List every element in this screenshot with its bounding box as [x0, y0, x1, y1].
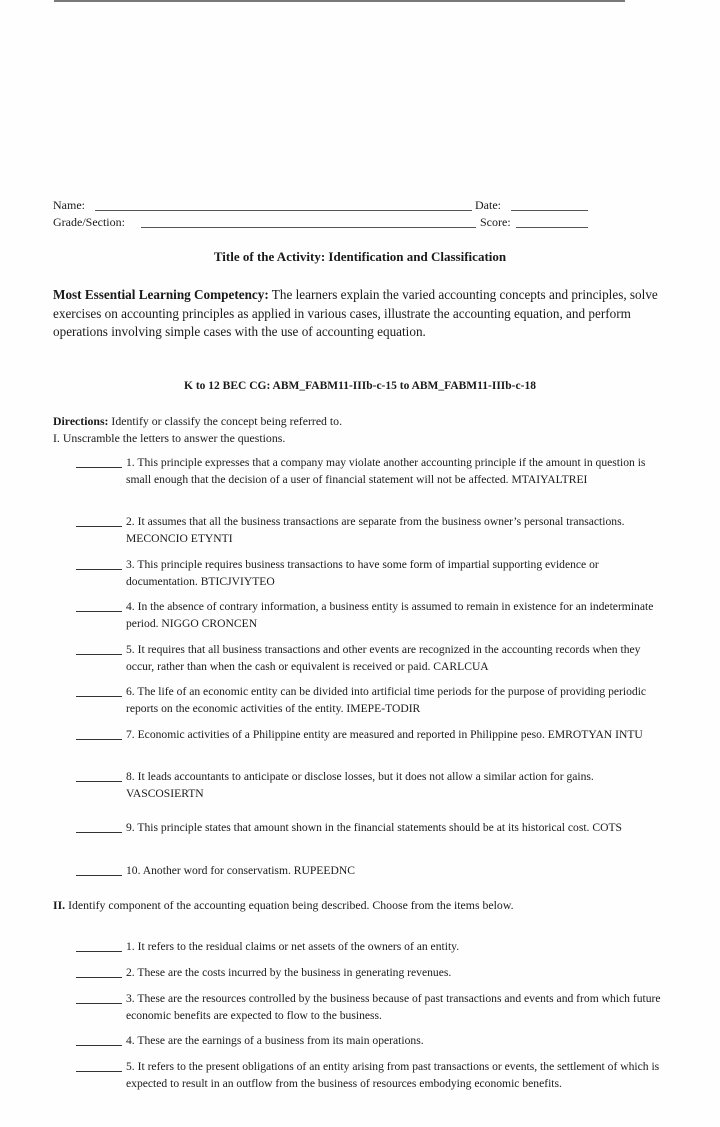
part1-question-7: 7. Economic activities of a Philippine entity are measured and reported in Philippine peso. EMROTYAN INTU	[97, 727, 667, 744]
name-field[interactable]	[95, 210, 472, 211]
directions-text: Identify or classify the concept being referred to.	[108, 414, 343, 428]
answer-blank[interactable]	[76, 455, 122, 468]
activity-title: Title of the Activity: Identification and Classification	[213, 249, 507, 264]
part2-instruction	[53, 898, 514, 913]
part1-question-1: 1. This principle expresses that a company may violate another accounting principle if the amount in question is small enough that the decision of a user of financial statement will not be affected. MTAIYALTREI	[97, 455, 667, 489]
part1-question-8: 8. It leads accountants to anticipate or disclose losses, but it does not allow a similar action for gains. VASCOSIERTN	[97, 769, 667, 803]
part2-label: II.	[53, 898, 66, 912]
answer-blank[interactable]	[76, 684, 122, 697]
part1-question-6: 6. The life of an economic entity can be divided into artificial time periods for the purpose of providing periodic reports on the economic activities of the entity. IMEPE-TODIR	[97, 684, 667, 718]
answer-blank[interactable]	[76, 1033, 122, 1046]
learning-competency	[53, 286, 663, 342]
name-label: Name:	[53, 198, 85, 212]
part1-question-5: 5. It requires that all business transactions and other events are recognized in the accounting records when they occur, rather than when the cash or equivalent is received or paid. CARLCUA	[97, 642, 667, 676]
grade-section-field[interactable]	[141, 227, 476, 228]
answer-blank[interactable]	[76, 820, 122, 833]
answer-blank[interactable]	[76, 939, 122, 952]
part2-question-5: 5. It refers to the present obligations of an entity arising from past transactions or events, the settlement of which is expected to result in an outflow from the business of resources embodying economic benefits.	[97, 1059, 667, 1093]
part2-question-1: 1. It refers to the residual claims or net assets of the owners of an entity.	[97, 939, 667, 956]
part1-instruction: I. Unscramble the letters to answer the questions.	[53, 430, 286, 445]
part1-question-3: 3. This principle requires business transactions to have some form of impartial supporting evidence or documentation. BTICJVIYTEO	[97, 557, 667, 591]
part2-question-2: 2. These are the costs incurred by the business in generating revenues.	[97, 965, 667, 982]
answer-blank[interactable]	[76, 769, 122, 782]
answer-blank[interactable]	[76, 599, 122, 612]
answer-blank[interactable]	[76, 557, 122, 570]
answer-blank[interactable]	[76, 965, 122, 978]
answer-blank[interactable]	[76, 514, 122, 527]
melc-label: Most Essential Learning Competency:	[53, 287, 269, 302]
part1-question-9: 9. This principle states that amount shown in the financial statements should be at its historical cost. COTS	[97, 820, 667, 837]
directions-label: Directions:	[53, 414, 109, 428]
part2-question-4: 4. These are the earnings of a business from its main operations.	[97, 1033, 667, 1050]
score-label: Score:	[480, 215, 511, 229]
date-field[interactable]	[511, 210, 588, 211]
part1-question-4: 4. In the absence of contrary information, a business entity is assumed to remain in existence for an indeterminate period. NIGGO CRONCEN	[97, 599, 667, 633]
answer-blank[interactable]	[76, 1059, 122, 1072]
part1-question-10: 10. Another word for conservatism. RUPEEDNC	[97, 863, 667, 880]
score-field[interactable]	[516, 227, 588, 228]
answer-blank[interactable]	[76, 863, 122, 876]
part2-text: Identify component of the accounting equation being described. Choose from the items below.	[65, 898, 514, 912]
answer-blank[interactable]	[76, 991, 122, 1004]
melc-text: The learners explain the varied accounting concepts and principles, solve exercises on accounting principles as applied in various cases, illustrate the accounting equation, and perform operations involving simple cases with the use of accounting equation.	[53, 287, 658, 339]
curriculum-code: K to 12 BEC CG: ABM_FABM11-IIIb-c-15 to ABM_FABM11-IIIb-c-18	[184, 380, 536, 392]
answer-blank[interactable]	[76, 642, 122, 655]
part1-question-2: 2. It assumes that all the business transactions are separate from the business owner’s personal transactions. MECONCIO ETYNTI	[97, 514, 667, 548]
grade-section-label: Grade/Section:	[53, 215, 125, 229]
date-label: Date:	[475, 198, 501, 212]
answer-blank[interactable]	[76, 727, 122, 740]
directions	[53, 413, 342, 446]
top-divider	[54, 0, 625, 2]
part2-question-3: 3. These are the resources controlled by the business because of past transactions and events and from which future economic benefits are expected to flow to the business.	[97, 991, 667, 1025]
